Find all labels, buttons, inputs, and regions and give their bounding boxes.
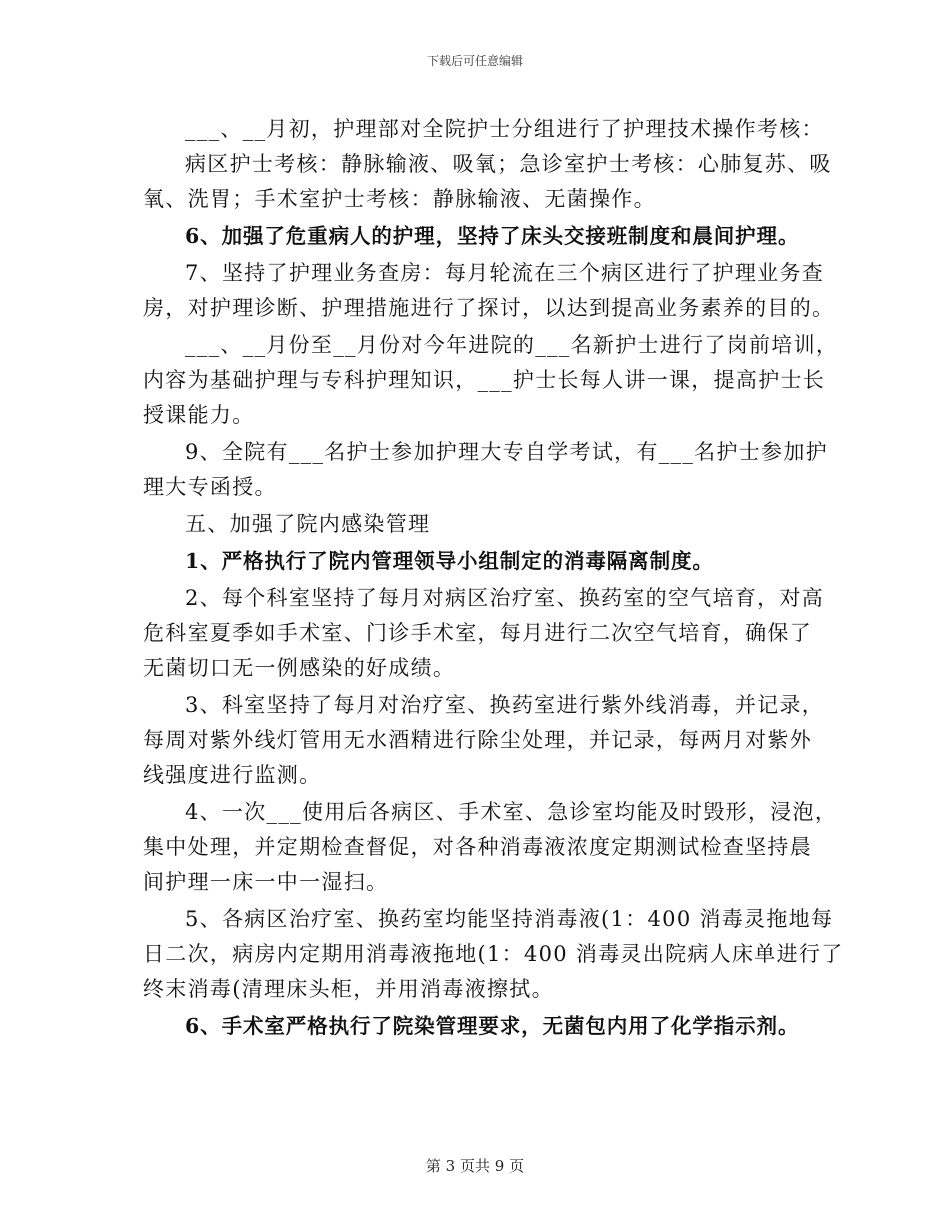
text-line: ___、__月份至__月份对今年进院的___名新护士进行了岗前培训， [185,333,839,357]
text-line: ___、__月初，护理部对全院护士分组进行了护理技术操作考核： [185,117,824,141]
text-line: 9、全院有___名护士参加护理大专自学考试，有___名护士参加护 [185,440,828,464]
text-line: 危科室夏季如手术室、门诊手术室，每月进行二次空气培育，确保了 [143,621,812,645]
page-header: 下载后可任意编辑 [426,54,523,68]
text-line: 3、科室坚持了每月对治疗室、换药室进行紫外线消毒，并记录， [185,693,825,717]
text-line: 间护理一床一中一湿扫。 [143,870,389,894]
text-line: 2、每个科室坚持了每月对病区治疗室、换药室的空气培育，对高 [185,586,825,610]
text-line: 房，对护理诊断、护理措施进行了探讨，以达到提高业务素养的目的。 [143,296,835,320]
text-line: 五、加强了院内感染管理 [185,512,431,536]
text-line: 内容为基础护理与专科护理知识，___护士长每人讲一课，提高护士长 [143,368,826,392]
text-line: 氧、洗胃；手术室护士考核：静脉输液、无菌操作。 [143,187,656,211]
text-line: 终末消毒(清理床头柜，并用消毒液擦拭。 [143,977,554,1001]
text-line: 线强度进行监测。 [143,763,322,787]
text-line: 集中处理，并定期检查督促，对各种消毒液浓度定期测试检查坚持晨 [143,835,812,859]
page-footer: 第 3 页共 9 页 [425,1157,525,1175]
text-line: 授课能力。 [143,403,255,427]
text-line: 理大专函授。 [143,475,277,499]
document-body [143,112,844,1044]
text-line: 病区护士考核：静脉输液、吸氧；急诊室护士考核：心肺复苏、吸 [185,152,832,176]
text-line: 6、手术室严格执行了院染管理要求，无菌包内用了化学指示剂。 [185,1014,800,1038]
text-line: 4、一次___使用后各病区、手术室、急诊室均能及时毁形，浸泡， [185,800,838,824]
text-line: 7、坚持了护理业务查房：每月轮流在三个病区进行了护理业务查 [185,261,825,285]
text-line: 5、各病区治疗室、换药室均能坚持消毒液(1：400 消毒灵拖地每 [185,907,834,931]
text-line: 无菌切口无一例感染的好成绩。 [143,656,456,680]
text-line: 1、严格执行了院内管理领导小组制定的消毒隔离制度。 [185,549,714,573]
text-line: 每周对紫外线灯管用无水酒精进行除尘处理，并记录，每两月对紫外 [143,728,812,752]
text-line: 日二次，病房内定期用消毒液拖地(1：400 消毒灵出院病人床单进行了 [143,942,844,966]
text-line: 6、加强了危重病人的护理，坚持了床头交接班制度和晨间护理。 [185,224,800,248]
